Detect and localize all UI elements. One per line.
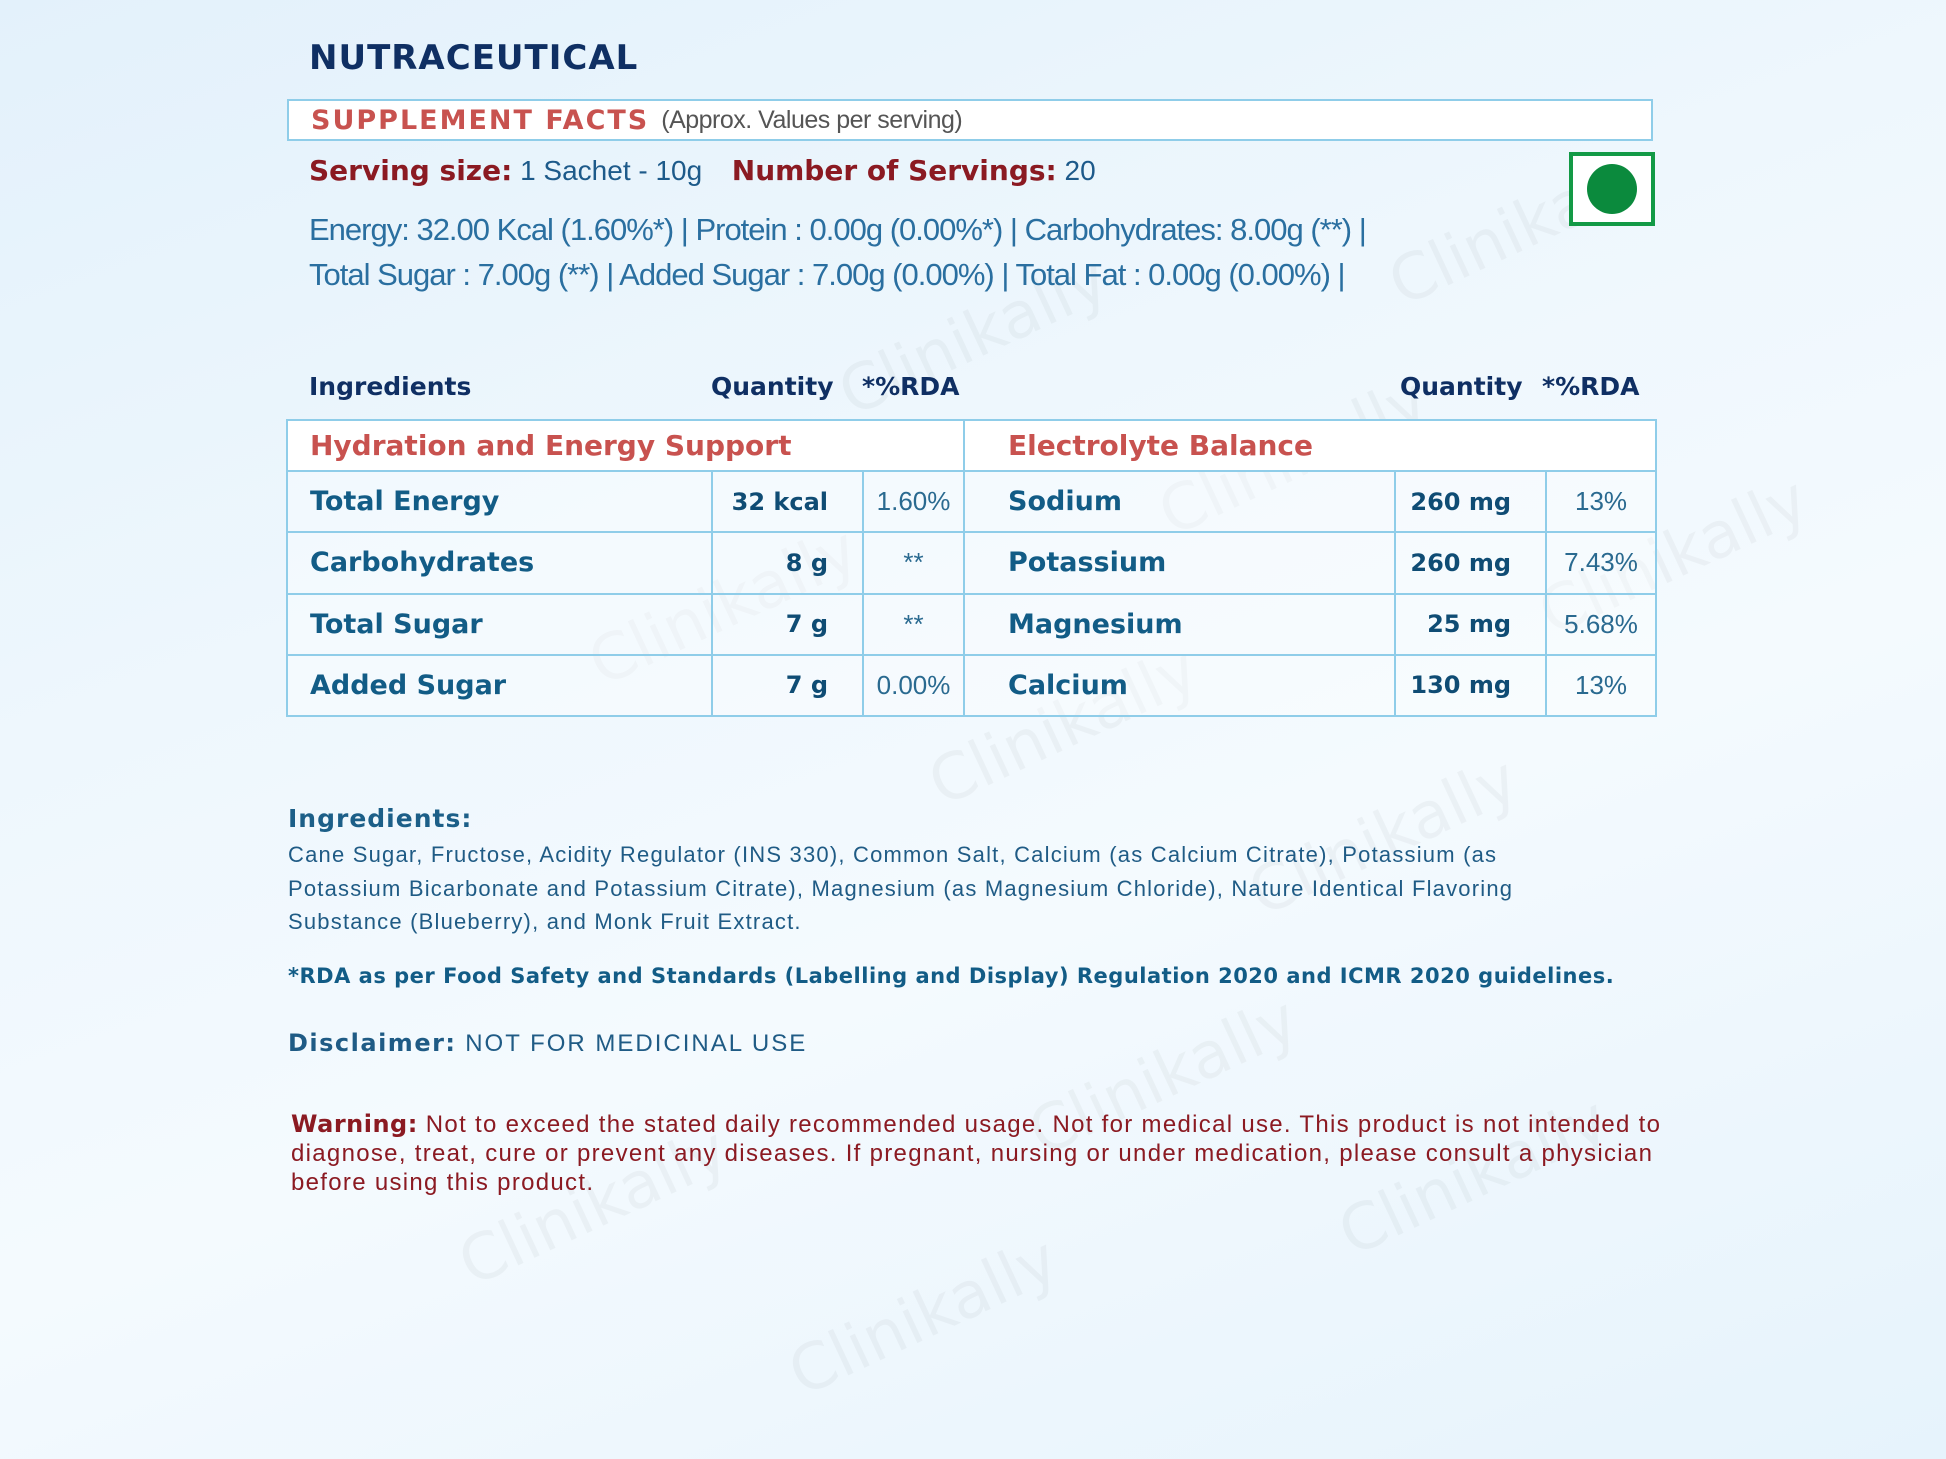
watermark: [778, 1223, 1070, 1411]
column-header-ingredients: Ingredients: [309, 372, 472, 401]
ingredient-rda: 13%: [1546, 471, 1656, 532]
section-hydration-energy: Hydration and Energy Support: [287, 420, 964, 471]
ingredient-quantity: 260 mg: [1395, 471, 1546, 532]
ingredient-quantity: 7 g: [712, 594, 863, 655]
ingredient-name: Total Energy: [287, 471, 712, 532]
table-row: [287, 655, 1656, 716]
ingredient-rda: **: [863, 594, 964, 655]
ingredient-name: Sodium: [964, 471, 1395, 532]
ingredient-quantity: 7 g: [712, 655, 863, 716]
section-header-row: [287, 420, 1656, 471]
table-row: [287, 471, 1656, 532]
ingredient-name: Total Sugar: [287, 594, 712, 655]
nutrition-line: Energy: 32.00 Kcal (1.60%*) | Protein : 0.00g (0.00%*) | Carbohydrates: 8.00g (**) |: [309, 212, 1366, 247]
ingredient-rda: 0.00%: [863, 655, 964, 716]
column-header-quantity: Quantity: [1400, 372, 1523, 401]
supplement-facts-title: SUPPLEMENT FACTS: [311, 104, 650, 136]
ingredient-rda: **: [863, 532, 964, 593]
serving-info: [309, 154, 1096, 187]
ingredient-quantity: 32 kcal: [712, 471, 863, 532]
ingredient-quantity: 130 mg: [1395, 655, 1546, 716]
ingredient-name: Added Sugar: [287, 655, 712, 716]
ingredients-table: [286, 419, 1657, 717]
column-header-quantity: Quantity: [711, 372, 834, 401]
column-header-rda: *%RDA: [1542, 372, 1640, 401]
ingredient-rda: 1.60%: [863, 471, 964, 532]
disclaimer-text: NOT FOR MEDICINAL USE: [465, 1030, 808, 1057]
section-electrolyte-balance: Electrolyte Balance: [964, 420, 1656, 471]
ingredient-name: Calcium: [964, 655, 1395, 716]
warning: [291, 1110, 1691, 1197]
disclaimer: [288, 1029, 807, 1058]
warning-label: Warning:: [291, 1110, 418, 1138]
serving-size-label: Serving size:: [309, 154, 513, 187]
ingredient-quantity: 8 g: [712, 532, 863, 593]
ingredient-name: Potassium: [964, 532, 1395, 593]
ingredient-quantity: 260 mg: [1395, 532, 1546, 593]
serving-size-value: 1 Sachet - 10g: [520, 155, 703, 186]
nutrition-line: Total Sugar : 7.00g (**) | Added Sugar : 7.00g (0.00%) | Total Fat : 0.00g (0.00%) |: [309, 257, 1345, 292]
ingredient-rda: 5.68%: [1546, 594, 1656, 655]
supplement-facts-header: [287, 99, 1653, 141]
ingredients-text: Cane Sugar, Fructose, Acidity Regulator (INS 330), Common Salt, Calcium (as Calcium Citrate), Potassium (as Potassium Bicarbonate and Potassium Citrate), Magnesium (as Magnesium Chloride), Nature Identical Flavoring Substance (Blueberry), and Monk Fruit Extract.: [288, 842, 1514, 934]
disclaimer-label: Disclaimer:: [288, 1029, 457, 1057]
ingredients-title: Ingredients:: [288, 804, 473, 833]
rda-footnote: *RDA as per Food Safety and Standards (Labelling and Display) Regulation 2020 and ICMR 2020 guidelines.: [288, 964, 1615, 988]
warning-text: Not to exceed the stated daily recommended usage. Not for medical use. This product is not intended to diagnose, treat, cure or prevent any diseases. If pregnant, nursing or under medication, please consult a physician before using this product.: [291, 1111, 1662, 1196]
supplement-facts-subtitle: (Approx. Values per serving): [661, 105, 963, 134]
brand-title: NUTRACEUTICAL: [309, 38, 639, 78]
veg-symbol-icon: [1569, 152, 1655, 226]
table-row: [287, 594, 1656, 655]
servings-count-value: 20: [1064, 155, 1096, 186]
ingredient-quantity: 25 mg: [1395, 594, 1546, 655]
servings-count-label: Number of Servings:: [731, 154, 1057, 187]
ingredient-rda: 7.43%: [1546, 532, 1656, 593]
ingredient-name: Magnesium: [964, 594, 1395, 655]
column-header-rda: *%RDA: [862, 372, 960, 401]
veg-dot-icon: [1587, 164, 1637, 214]
table-row: [287, 532, 1656, 593]
ingredient-name: Carbohydrates: [287, 532, 712, 593]
ingredient-rda: 13%: [1546, 655, 1656, 716]
